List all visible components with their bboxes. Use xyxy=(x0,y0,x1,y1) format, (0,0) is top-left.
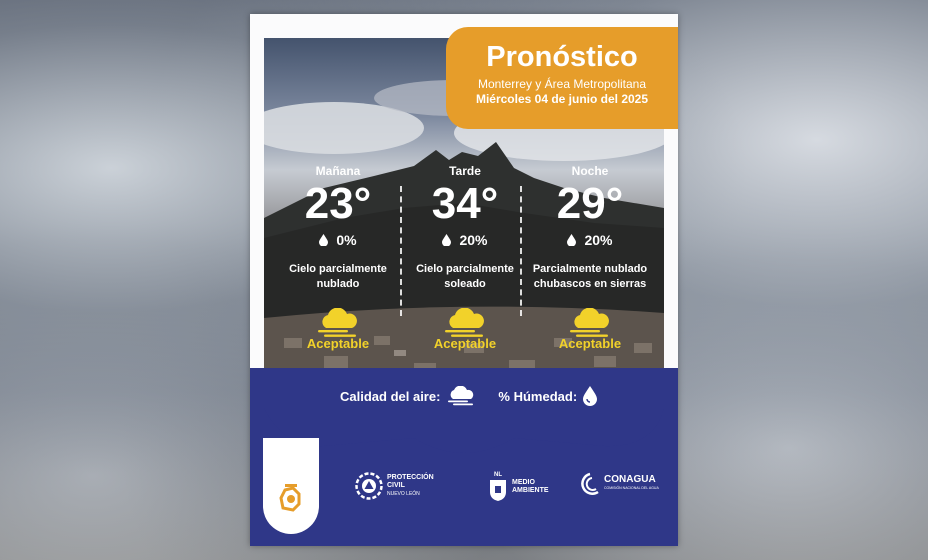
medio-ambiente-shield-icon xyxy=(488,478,508,502)
period-column-noche xyxy=(530,164,650,351)
medio-ambiente-line1: MEDIO xyxy=(512,479,535,486)
rain-probability xyxy=(530,232,650,248)
proteccion-civil-logo xyxy=(355,472,434,500)
photo-bottom-curve xyxy=(264,368,664,458)
water-drop-icon xyxy=(583,386,597,406)
raindrop-icon xyxy=(319,234,328,246)
temperature-value: 23° xyxy=(304,179,372,228)
medio-ambiente-logo xyxy=(488,472,549,502)
rain-probability xyxy=(405,232,525,248)
legend-air-quality-label: Calidad del aire: xyxy=(340,388,441,404)
conagua-name: CONAGUA xyxy=(604,474,656,485)
sky-description-line2: chubascos en sierras xyxy=(533,278,647,290)
air-quality-status: Aceptable xyxy=(433,336,497,351)
location-subtitle: Monterrey y Área Metropolitana xyxy=(477,77,647,91)
proteccion-civil-line3: NUEVO LEÓN xyxy=(387,491,420,497)
proteccion-civil-line1: PROTECCIÓN xyxy=(387,474,434,481)
period-label: Tarde xyxy=(449,164,481,178)
cloud-wind-icon xyxy=(316,308,360,338)
legend-humidity-label: % Húmedad: xyxy=(498,388,578,404)
legend xyxy=(340,386,597,406)
rain-probability xyxy=(278,232,398,248)
sky-description-line1: Parcialmente nublado xyxy=(532,263,648,275)
cloud-wind-icon xyxy=(568,308,612,338)
period-label: Mañana xyxy=(315,164,361,178)
temperature-value: 34° xyxy=(431,179,499,228)
rain-value: 20% xyxy=(584,232,613,248)
temperature-value: 29° xyxy=(556,179,624,228)
nuevo-leon-logo-box xyxy=(263,438,319,534)
nuevo-leon-logo-icon xyxy=(263,438,319,534)
forecast-date: Miércoles 04 de junio del 2025 xyxy=(475,92,649,106)
rain-value: 0% xyxy=(336,232,357,248)
forecast-card xyxy=(250,14,678,546)
conagua-sub: COMISIÓN NACIONAL DEL AGUA xyxy=(604,486,659,490)
sky-description-line2: soleado xyxy=(444,278,486,290)
medio-ambiente-line2: AMBIENTE xyxy=(512,487,549,494)
sky-description-line1: Cielo parcialmente xyxy=(289,263,387,275)
column-divider xyxy=(520,186,522,316)
period-label: Noche xyxy=(571,164,609,178)
sky-description-line1: Cielo parcialmente xyxy=(416,263,514,275)
cloud-wind-icon xyxy=(446,386,476,406)
rain-value: 20% xyxy=(459,232,488,248)
column-divider xyxy=(400,186,402,316)
proteccion-civil-line2: CIVIL xyxy=(387,482,405,489)
page-title: Pronóstico xyxy=(486,41,638,73)
proteccion-civil-icon xyxy=(355,472,383,500)
raindrop-icon xyxy=(442,234,451,246)
forecast-header xyxy=(446,27,678,129)
period-column-tarde xyxy=(405,164,525,351)
air-quality-status: Aceptable xyxy=(558,336,622,351)
period-column-manana xyxy=(278,164,398,351)
conagua-logo xyxy=(580,472,659,496)
cloud-wind-icon xyxy=(443,308,487,338)
raindrop-icon xyxy=(567,234,576,246)
conagua-icon xyxy=(580,472,600,496)
medio-ambiente-tag: NL xyxy=(494,472,502,478)
sky-description-line2: nublado xyxy=(316,278,360,290)
air-quality-status: Aceptable xyxy=(306,336,370,351)
sky-description xyxy=(405,262,525,294)
sky-description xyxy=(278,262,398,294)
sky-description xyxy=(530,262,650,294)
